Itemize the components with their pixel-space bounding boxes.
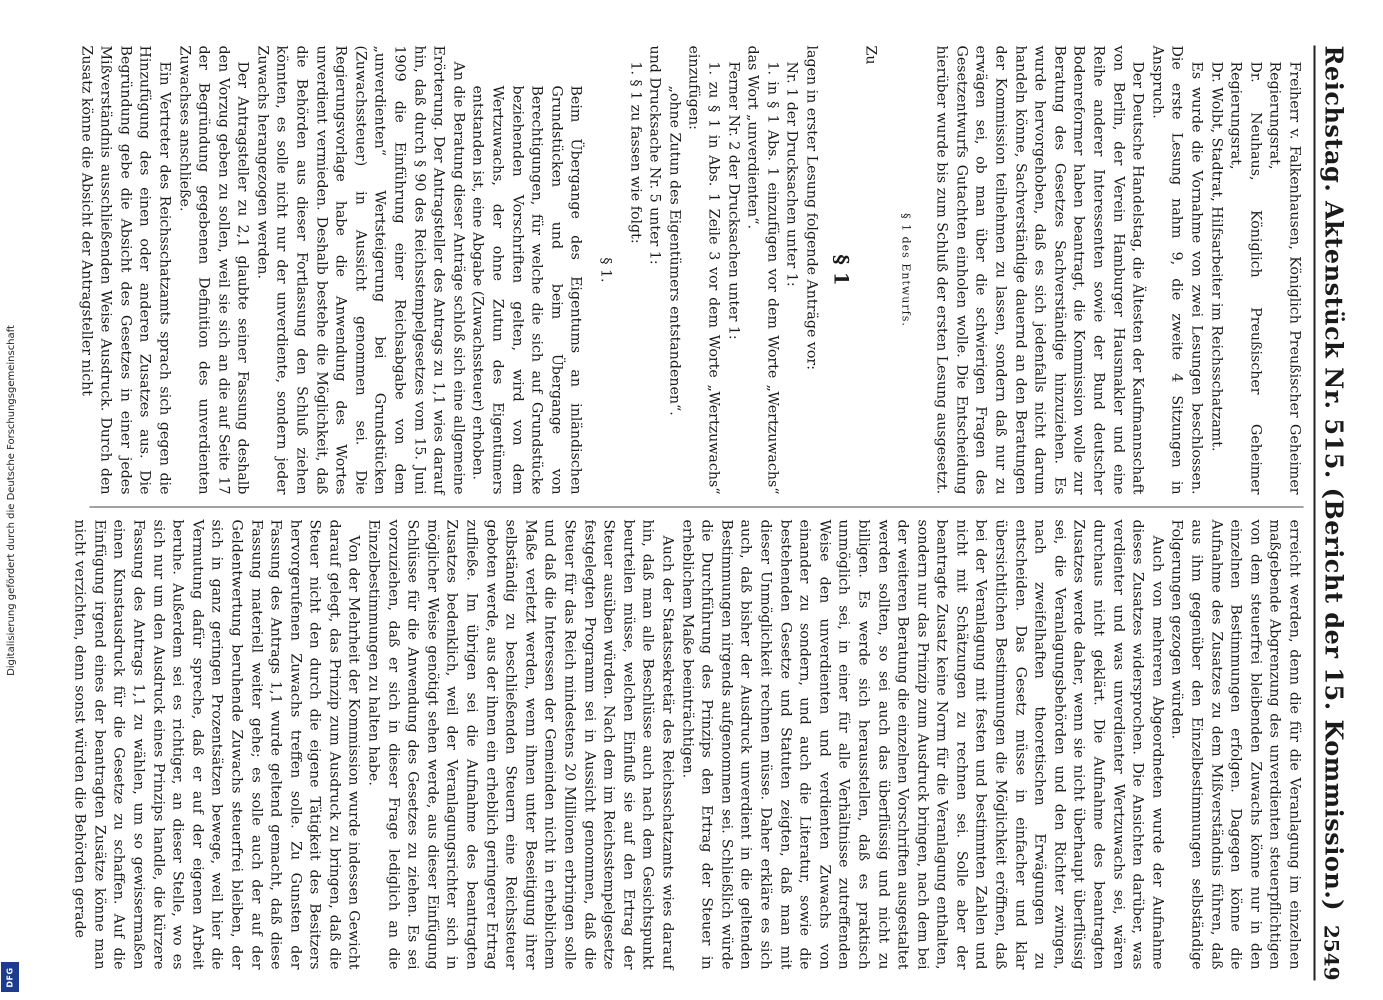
dfg-logo: DFG xyxy=(1,962,19,992)
motion-item: Nr. 1 der Drucksachen unter 1: xyxy=(783,61,800,287)
section-subheading: § 1. xyxy=(597,257,614,283)
paragraph: lagen in erster Lesung folgende Anträge vor: xyxy=(803,45,820,370)
dfg-credit-text: Digitalisierung gefördert durch die Deutsche Forschungsgemeinschaft xyxy=(5,324,17,676)
paragraph: Auch der Staatssekretär des Reichsschatzamts wies darauf hin, daß man alle Beschlüsse auch nach dem Gesichtspunkt beurteilen müsse, welchen Einfluß sie auf den Ertrag der Steuer ausüben würden. Nach dem im Reichsstempelgesetze festgelegten Programm sei in Aussicht genommen, daß die Steuer für das Reich mindestens 20 Millionen erbringen solle und daß die Interessen der Gemeinden nicht in erheblichem Maße verletzt werden, wenn ihnen unter Beseitigung ihrer selbständig zu beschließenden Steuern eine Reichssteuer geboten werde, aus der ihnen ein erheblich geringerer Ertrag zufließe. Im übrigen sei die Aufnahme des beantragten Zusatzes bedenklich, weil der Veranlagungsrichter sich in möglicher Weise genötigt sehen werde, aus dieser Einfügung Schlüsse für die Anwendung des Gesetzes zu ziehen. Es sei vorzuziehen, daß er sich in dieser Frage lediglich an die Einzelbestimmungen zu halten habe. xyxy=(365,519,676,970)
paragraph: Von der Mehrheit der Kommission wurde indessen Gewicht darauf gelegt, das Prinzip zum Ausdruck zu bringen, daß die Steuer nicht den durch die eigene Tätigkeit des Besitzers hervorgerufenen Zuwachs treffen solle. Zu Gunsten der Fassung des Antrags 1,1 wurde geltend gemacht, daß diese Fassung materiell weiter gehe; es solle auch der auf der Geldentwertung beruhende Zuwachs steuerfrei bleiben, der sich in ganz geringen Prozentsätzen bewege, weil hier die Vermutung dafür spreche, daß er auf der eigenen Arbeit beruhe. Außerdem sei es richtiger, an dieser Stelle, wo es sich nur um den Ausdruck eines Prinzips handle, die kürzere Fassung des Antrags 1,1 zu wählen, um so gewissermaßen einen Kunstausdruck für die Gesetze zu schaffen. Auf die Einfügung irgend eines der beantragten Zusätze könne man nicht verzichten, denn sonst würden die Behörden gerade xyxy=(71,519,362,970)
paragraph: Es wurde die Vornahme von zwei Lesungen beschlossen. Die erste Lesung nahm 9, die zweite 4 Sitzungen in Anspruch. xyxy=(1149,45,1205,495)
zu-label: Zu xyxy=(862,45,879,65)
paragraph: Ein Vertreter des Reichsschatzamts sprach sich gegen die Hinzufügung des einen oder anderen Zusatzes aus. Die Begründung gebe die Absicht des Gesetzes in einer jedes Mißverständnis ausschließenden Weise Ausdruck. Durch den Zusatz könne die Absicht der Antragsteller nicht xyxy=(78,45,173,495)
motion-item: 1. zu § 1 in Abs. 1 Zeile 3 vor dem Worte „Wertzuwachs“ einzufügen: xyxy=(685,45,722,495)
statute-text: Beim Übergange des Eigentums an inländischen Grundstücken und beim Übergange von Berechtigungen, für welche die sich auf Grundstücke beziehenden Vorschriften gelten, wird von dem Wertzuwachs, der ohne Zutun des Eigentümers entstanden ist, eine Abgabe (Zuwachssteuer) erhoben. xyxy=(469,85,584,495)
name-entry: Dr. Neuhaus, Königlich Preußischer Geheimer Regierungsrat, xyxy=(1227,61,1264,495)
paragraph: An die Beratung dieser Anträge schloß sich eine allgemeine Erörterung. Der Antragsteller des Antrags zu 1,1 wies darauf hin, daß durch § 90 des Reichsstempelgesetzes vom 15. Juni 1909 die Einführung einer Reichsabgabe von dem „unverdienten“ Wertsteigerung bei Grundstücken (Zuwachssteuer) in Aussicht genommen sei. Die Regierungsvorlage habe die Anwendung des Wortes unverdient vermieden. Deshalb bestehe die Möglichkeit, daß die Behörden aus dieser Fortlassung den Schluß ziehen könnten, es solle nicht nur der unverdiente, sondern jeder Zuwachs herangezogen werden. xyxy=(254,45,467,495)
left-column xyxy=(78,45,1304,508)
commissioner-list xyxy=(1206,46,1304,495)
motion-item: Ferner Nr. 2 der Drucksachen unter 1: xyxy=(725,61,742,340)
motion-quote: „ohne Zutun des Eigentümers entstandenen“. xyxy=(666,85,683,416)
section-heading: § 1 xyxy=(829,254,854,286)
page-number: 2549 xyxy=(1319,924,1344,981)
section-label: § 1 des Entwurfs. xyxy=(899,213,913,327)
running-head xyxy=(1314,46,1350,981)
document-page xyxy=(71,45,1350,981)
motion-item: 1. § 1 zu fassen wie folgt: xyxy=(627,61,644,244)
paragraph: erreicht werden, denn die für die Veranlagung im einzelnen maßgebende Abgrenzung des unverdienten steuerpflichtigen von dem steuerfrei bleibenden Zuwachs könne nur in den einzelnen Bestimmungen erfolgen. Dagegen könne die Aufnahme des Zusatzes zu dem Mißverständnis führen, daß aus ihm gegenüber den Einzelbestimmungen selbständige Folgerungen gezogen würden. xyxy=(1168,519,1303,970)
right-column xyxy=(71,508,1304,970)
name-entry: Dr. Wolbt, Stadtrat, Hilfsarbeiter im Reichsschatzamt. xyxy=(1208,61,1225,452)
document-title: Reichstag. Aktenstück Nr. 515. (Bericht der 15. Kommission.) xyxy=(1319,45,1349,912)
motion-item: und Drucksache Nr. 5 unter 1: xyxy=(646,45,663,265)
scanned-page-area xyxy=(71,45,1350,981)
motion-item: 1. in § 1 Abs. 1 einzufügen vor dem Worte „Wertzuwachs“ das Wort „unverdienten“. xyxy=(744,45,781,495)
paragraph: Der Deutsche Handelstag, die Ältesten der Kaufmannschaft von Berlin, der Verein Hamburger Hausmakler und eine Reihe anderer Interessenten sowie der Bund deutscher Bodenreformer haben beantragt, die Kommission wolle zur Beratung des Gesetzes Sachverständige hinzuziehen. Es wurde hervorgehoben, daß es sich jedenfalls nicht darum handeln könne, Sachverständige dauernd an den Beratungen der Kommission teilnehmen zu lassen, sondern daß nur zu erwägen sei, ob man über die schwierigen Fragen des Gesetzentwurfs Gutachten einholen wolle. Die Entscheidung hierüber wurde bis zum Schluß der ersten Lesung ausgesetzt. xyxy=(933,45,1146,495)
paragraph: Der Antragsteller zu 2,1 glaubte seiner Fassung deshalb den Vorzug geben zu sollen, weil sie sich an die auf Seite 17 der Begründung gegebenen Definition des unverdienten Zuwachses anschließe. xyxy=(176,45,251,495)
paragraph: Auch von mehreren Abgeordneten wurde der Aufnahme dieses Zusatzes widersprochen. Die Ansichten darüber, was verdienter und was unverdienter Wertzuwachs sei, wären durchaus nicht geklärt. Die Aufnahme des beantragten Zusatzes werde daher, wenn sie nicht überhaupt überflüssig sei, die Veranlagungsbehörden und den Richter zwingen, nach zweifelhaften theoretischen Erwägungen zu entscheiden. Das Gesetz müsse in einfacher und klar übersichtlichen Bestimmungen die Möglichkeit eröffnen, daß bei der Veranlagung mit festen und bestimmten Zahlen und nicht mit Schätzungen zu rechnen sei. Solle aber der beantragte Zusatz keine Norm für die Veranlagung enthalten, sondern nur das Prinzip zum Ausdruck bringen, nach dem bei der weiteren Beratung die einzelnen Vorschriften ausgestaltet werden sollten, so sei auch das überflüssig und nicht zu billigen. Es werde sich herausstellen, daß es praktisch unmöglich sei, in einer für alle Verhältnisse zutreffenden Weise den unverdienten und verdienten Zuwachs von einander zu sondern, und auch die Literatur, sowie die bestehenden Gesetze und Statuten zeigten, daß man mit dieser Unmöglichkeit rechnen müsse. Daher erkläre es sich auch, daß bisher der Ausdruck unverdient in die geltenden Bestimmungen nirgends aufgenommen sei. Schließlich würde die Durchführung des Prinzips den Ertrag der Steuer in erheblichem Maße beeinträchtigen. xyxy=(679,519,1166,970)
side-label xyxy=(0,0,22,1000)
text-columns xyxy=(71,45,1304,981)
name-entry: Freiherr v. Falkenhausen, Königlich Preußischer Geheimer Regierungsrat, xyxy=(1266,61,1303,495)
